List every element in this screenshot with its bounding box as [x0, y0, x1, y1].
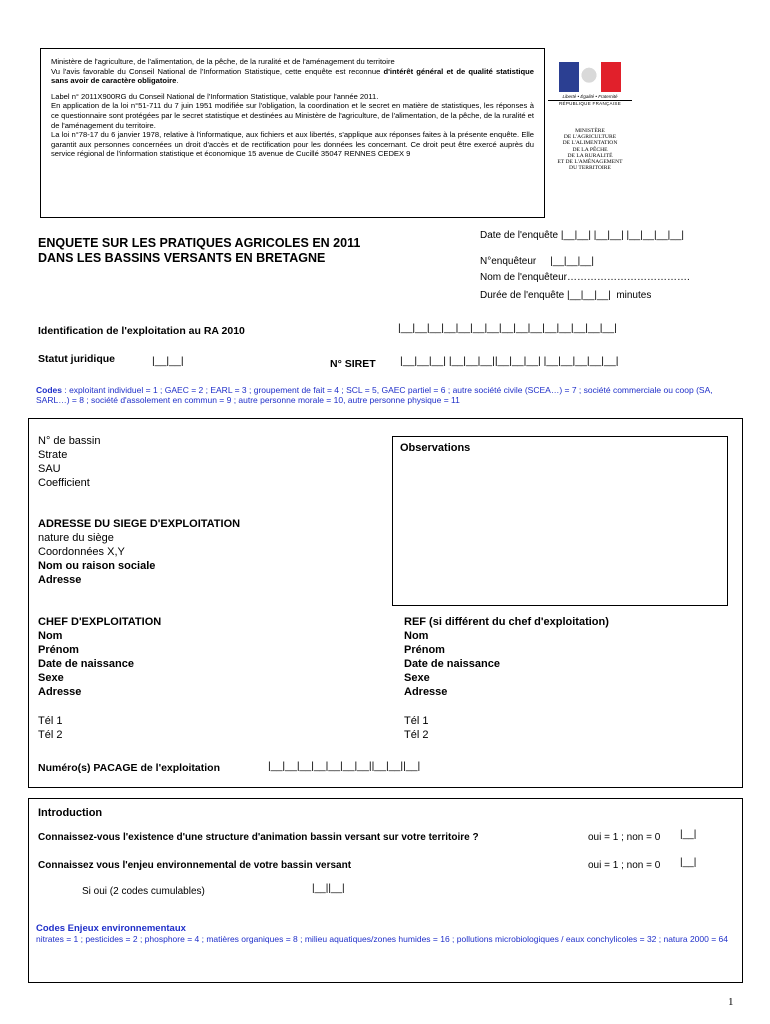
survey-date-label: Date de l'enquête — [480, 230, 559, 241]
identification-label: Identification de l'exploitation au RA 2010 — [38, 325, 245, 337]
bassin-num-label: N° de bassin — [38, 435, 101, 447]
bassin-info — [38, 434, 101, 490]
pacage-field[interactable]: |__|__|__|__|__|__|__||__|__||__| — [268, 760, 421, 772]
title-line1: ENQUETE SUR LES PRATIQUES AGRICOLES EN 2011 — [38, 236, 361, 250]
ministry-line: DE LA PÊCHE — [572, 146, 608, 153]
ref-tel2: Tél 2 — [404, 729, 429, 741]
enqueteur-num-row — [480, 256, 594, 267]
ref-nom: Nom — [404, 630, 429, 642]
ref-heading: REF (si différent du chef d'exploitation) — [404, 616, 609, 628]
question-enjeu-field[interactable]: |__| — [680, 857, 697, 868]
siege-nature: nature du siège — [38, 532, 114, 544]
siege-coordonnees: Coordonnées X,Y — [38, 546, 125, 558]
strate-label: Strate — [38, 449, 68, 461]
question-si-oui: Si oui (2 codes cumulables) — [82, 886, 205, 897]
ministry-line: ET DE L'AMÉNAGEMENT — [557, 159, 623, 166]
siret-label: N° SIRET — [330, 358, 376, 370]
chef-prenom: Prénom — [38, 644, 79, 656]
survey-date-field[interactable]: |__|__| |__|__| |__|__|__|__| — [560, 230, 684, 241]
title-line2: DANS LES BASSINS VERSANTS EN BRETAGNE — [38, 251, 326, 265]
notice-line2-end: . — [176, 76, 179, 86]
ref-prenom: Prénom — [404, 644, 445, 656]
ministry-line: DE L'ALIMENTATION — [562, 140, 618, 147]
siret-field[interactable]: |__|__|__| |__|__|__||__|__|__| |__|__|__|__|__| — [400, 355, 619, 367]
ministry-line: DE L'AGRICULTURE — [563, 134, 617, 141]
chef-sexe: Sexe — [38, 672, 64, 684]
enqueteur-num-field[interactable]: |__|__|__| — [550, 256, 594, 267]
question-si-oui-field[interactable]: |__||__| — [312, 883, 345, 894]
observations-box[interactable] — [392, 436, 728, 606]
notice-line2-bold: d'intérêt général et de qualité statistique sans avoir de caractère obligatoire — [51, 66, 534, 86]
duree-label: Durée de l'enquête — [480, 290, 565, 301]
question-enjeu: Connaissez vous l'enjeu environnemental de votre bassin versant — [38, 860, 352, 871]
ref-section — [404, 615, 609, 699]
enjeux-text: nitrates = 1 ; pesticides = 2 ; phosphore = 4 ; matières organiques = 8 ; milieu aquatiques/zones humides = 16 ; pollutions microbiologiques / eaux conchylicoles = 32 ; natura 2000 = 64 — [36, 934, 728, 944]
siege-section — [38, 517, 240, 587]
chef-naissance: Date de naissance — [38, 658, 134, 670]
ref-naissance: Date de naissance — [404, 658, 500, 670]
ref-adresse: Adresse — [404, 686, 448, 698]
ref-tel1: Tél 1 — [404, 715, 429, 727]
enjeux-heading: Codes Enjeux environnementaux — [36, 923, 186, 934]
enjeux-legend — [36, 924, 736, 944]
notice-law-1978: La loi n°78-17 du 6 janvier 1978, relative à l'informatique, aux fichiers et aux libertés, s'applique aux réponses faites à la présente enquête. Elle garantit aux personnes concernées un droit d'accès et de rectification pour les données les concernant. Ce droit peut être exercé auprès du service régional de l'information statistique et économique 15 avenue de Cucillé 35047 RENNES CEDEX 9 — [51, 130, 534, 159]
chef-section — [38, 615, 161, 699]
chef-tel — [38, 714, 62, 742]
question-structure: Connaissez-vous l'existence d'une structure d'animation bassin versant sur votre territoire ? — [38, 832, 479, 843]
enqueteur-name-row[interactable] — [480, 272, 690, 283]
question-structure-field[interactable]: |__| — [680, 829, 697, 840]
enqueteur-name-label: Nom de l'enquêteur………………………………. — [480, 272, 690, 283]
enqueteur-num-label: N°enquêteur — [480, 256, 537, 267]
notice-line1: Ministère de l'agriculture, de l'alimentation, de la pêche, de la ruralité et de l'aménagement du territoire — [51, 57, 395, 66]
question-enjeu-codes: oui = 1 ; non = 0 — [588, 860, 661, 871]
document-title — [38, 236, 360, 266]
notice-line2: Vu l'avis favorable du Conseil National de l'Information Statistique, cette enquête est reconnue — [51, 66, 384, 76]
ministry-line: MINISTÈRE — [575, 128, 605, 134]
intro-heading: Introduction — [38, 807, 103, 819]
question-structure-codes: oui = 1 ; non = 0 — [588, 832, 661, 843]
page-number: 1 — [728, 996, 734, 1008]
observations-label: Observations — [400, 442, 471, 454]
coefficient-label: Coefficient — [38, 477, 90, 489]
survey-date-row — [480, 230, 684, 241]
chef-adresse: Adresse — [38, 686, 82, 698]
chef-tel1: Tél 1 — [38, 715, 63, 727]
ministry-line: DU TERRITOIRE — [569, 165, 611, 172]
logo-ministry-name — [548, 128, 632, 171]
chef-nom: Nom — [38, 630, 63, 642]
duree-unit: minutes — [616, 290, 652, 301]
duree-row — [480, 290, 651, 301]
siege-heading: ADRESSE DU SIEGE D'EXPLOITATION — [38, 518, 241, 530]
codes-heading: Codes — [36, 385, 62, 395]
statut-field[interactable]: |__|__| — [152, 355, 184, 367]
ref-tel — [404, 714, 428, 742]
notice-label: Label n° 2011X900RG du Conseil National de l'Information Statistique, valable pour l'année 2011. — [51, 91, 379, 101]
siege-nom: Nom ou raison sociale — [38, 560, 156, 572]
identification-field[interactable]: |__|__|__|__|__|__|__|__|__|__|__|__|__|__|__| — [398, 322, 617, 334]
sau-label: SAU — [38, 463, 61, 475]
ref-sexe: Sexe — [404, 672, 430, 684]
pacage-label: Numéro(s) PACAGE de l'exploitation — [38, 762, 220, 774]
statut-label: Statut juridique — [38, 353, 115, 365]
codes-text: : exploitant individuel = 1 ; GAEC = 2 ; EARL = 3 ; groupement de fait = 4 ; SCL = 5, GAEC partiel = 6 ; autre société civile (SCEA…) = 7 ; société commerciale ou coop (SA, SARL…) = 8 ; société d'assolement en commun = 9 ; autre personne morale = 10, autre personne physique = 11 — [36, 385, 713, 405]
notice-intro — [51, 57, 534, 86]
logo-republic: RÉPUBLIQUE FRANÇAISE — [548, 100, 632, 106]
duree-field[interactable]: |__|__|__| — [566, 290, 611, 301]
marianne-logo-icon — [559, 62, 621, 92]
ministry-line: DE LA RURALITÉ — [567, 152, 613, 159]
chef-heading: CHEF D'EXPLOITATION — [38, 616, 162, 628]
siege-adresse: Adresse — [38, 574, 82, 586]
ministry-logo — [548, 62, 632, 171]
chef-tel2: Tél 2 — [38, 729, 63, 741]
codes-legend — [36, 385, 741, 405]
legal-notice-box — [40, 48, 545, 218]
notice-law-1951: En application de la loi n°51-711 du 7 juin 1951 modifiée sur l'obligation, la coordination et le secret en matière de statistiques, les réponses à ce questionnaire sont protégées par le secret statistique et destinées au Ministère de l'agriculture, de l'alimentation, de la pêche, de la ruralité et de l'aménagement du territoire. — [51, 101, 534, 130]
logo-motto: Liberté • Égalité • Fraternité — [562, 94, 618, 99]
